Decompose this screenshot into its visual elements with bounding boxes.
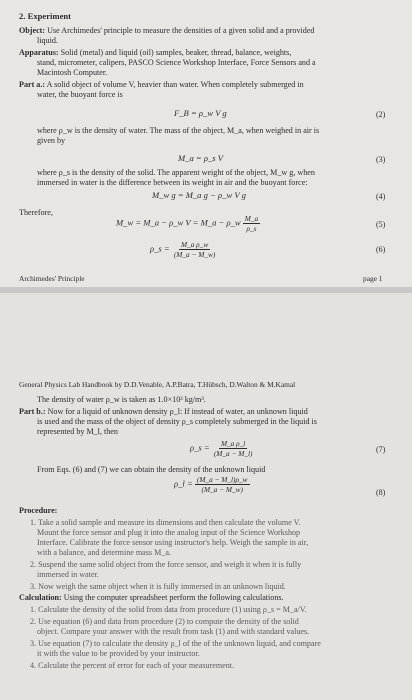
calculation-intro: Using the computer spreadsheet perform the following calculations. (63, 593, 284, 602)
apparatus-text-1: Solid (metal) and liquid (oil) samples, beaker, thread, balance, weights, (60, 48, 292, 57)
equation-5-fraction (243, 214, 260, 233)
where-1-text-1: where ρ_w is the density of water. The mass of the object, M_a, when weighed in air is (37, 126, 320, 135)
equation-8 (174, 475, 250, 494)
procedure-label: Procedure: (19, 506, 58, 515)
calculation-4-text-1: 4. Calculate the percent of error for each of your measurement. (30, 661, 235, 670)
equation-7-fraction-numerator: M_a ρ_l (220, 439, 246, 448)
equation-7 (190, 439, 254, 458)
calculation-1-text-1: 1. Calculate the density of the solid from data from procedure (1) using ρ_s = M_a/V. (30, 605, 307, 614)
part-b-line (19, 407, 308, 417)
part-a-text-1: A solid object of volume V, heavier than water. When completely submerged in (46, 80, 304, 89)
equation-5-number: (5) (376, 220, 386, 229)
part-b-text-1: Now for a liquid of unknown density ρ_l: If instead of water, an unknown liquid (47, 407, 308, 416)
document-page-1 (0, 0, 412, 287)
equation-6-fraction-denominator: (M_a − M_w) (173, 250, 216, 259)
calculation-2-text-1: 2. Use equation (6) and data from procedure (2) to compute the density of the solid (30, 617, 299, 626)
footer-title: Archimedes' Principle (19, 274, 85, 283)
equation-5-fraction-numerator: M_a (244, 214, 259, 223)
calculation-3-text-2: it with the value to be provided by your instructor. (37, 649, 200, 658)
equation-7-number: (7) (376, 445, 386, 454)
equation-4-number: (4) (376, 192, 386, 201)
equation-3-number: (3) (376, 155, 386, 164)
equation-8-fraction (195, 475, 250, 494)
part-b-text-2: is used and the mass of the object of density ρ_s completely submerged in the liquid is (37, 417, 317, 426)
equation-7-fraction (212, 439, 255, 458)
water-density-text: The density of water ρ_w is taken as 1.0×10³ kg/m³. (37, 395, 206, 404)
procedure-1-text-1: 1. Take a solid sample and measure its dimensions and then calculate the volume V. (30, 518, 301, 527)
procedure-2-text-2: immersed in water. (37, 570, 99, 579)
where-2-text-2: immersed in water is the difference between its weight in air and the buoyant force: (37, 178, 308, 187)
equation-5-left: M_w = M_a − ρ_w V = M_a − ρ_w (116, 217, 241, 228)
from-eqs-text: From Eqs. (6) and (7) we can obtain the density of the unknown liquid (37, 465, 266, 474)
calculation-2-text-2: object. Compare your answer with the result from task (1) and with standard values. (37, 627, 310, 636)
objective-text: Use Archimedes' principle to measure the densities of a given solid and a provided (47, 26, 315, 35)
equation-6-fraction-numerator: M_a ρ_w (180, 240, 209, 249)
calculation-3-text-1: 3. Use equation (7) to calculate the density ρ_l of the of the unknown liquid, and compare (30, 639, 321, 648)
page-number: page 1 (363, 274, 383, 283)
equation-6 (150, 240, 217, 259)
equation-3: M_a = ρ_s V (178, 153, 224, 163)
equation-8-left: ρ_l = (174, 478, 193, 489)
procedure-1-text-4: with a balance, and determine mass M_a. (37, 548, 171, 557)
where-2-text-1: where ρ_s is the density of the solid. The apparent weight of the object, M_w g, when (37, 168, 315, 177)
equation-5-fraction-denominator: ρ_s (246, 224, 257, 233)
part-a-label: Part a.: (19, 80, 46, 89)
apparatus-text-2: stand, micrometer, calipers, PASCO Science Workshop Interface, Force Sensors and a (37, 58, 316, 67)
part-b-text-3: represented by M_l, then (37, 427, 118, 436)
equation-2-number: (2) (376, 110, 386, 119)
procedure-2-text-1: 2. Suspend the same solid object from the force sensor, and weigh it when it is fully (30, 560, 302, 569)
part-b-label: Part b.: (19, 407, 46, 416)
objective-line (19, 26, 314, 36)
apparatus-label: Apparatus: (19, 48, 59, 57)
part-a-text-2: water, the buoyant force is (37, 90, 123, 99)
document-page-2 (0, 293, 412, 700)
procedure-3-text-1: 3. Now weigh the same object when it is fully immersed in an unknown liquid. (30, 582, 286, 591)
equation-6-number: (6) (376, 245, 386, 254)
where-1-text-2: given by (37, 136, 66, 145)
therefore-text: Therefore, (19, 208, 53, 217)
running-header: General Physics Lab Handbook by D.D.Venable, A.P.Batra, T.Hübsch, D.Walton & M.Kamal (19, 380, 296, 389)
calculation-line (19, 593, 284, 603)
equation-7-left: ρ_s = (190, 442, 210, 453)
objective-text-2: liquid. (37, 36, 58, 45)
equation-8-number: (8) (376, 488, 386, 497)
objective-label: Object: (19, 26, 46, 35)
apparatus-text-3: Macintosh Computer. (37, 68, 108, 77)
equation-2: F_B = ρ_w V g (174, 108, 227, 118)
equation-5 (116, 214, 260, 233)
equation-8-fraction-denominator: (M_a − M_w) (201, 485, 243, 494)
equation-8-fraction-numerator: (M_a − M_l)ρ_w (196, 475, 248, 484)
procedure-1-text-2: Mount the force sensor and plug it into the analog input of the Science Workshop (37, 528, 301, 537)
equation-4: M_w g = M_a g − ρ_w V g (152, 190, 246, 200)
equation-6-left: ρ_s = (150, 243, 170, 254)
calculation-label: Calculation: (19, 593, 62, 602)
procedure-1-text-3: Interface. Calibrate the force sensor using instructor's help. Weigh the sample in air, (37, 538, 309, 547)
part-a-line (19, 80, 304, 90)
apparatus-line (19, 48, 291, 58)
equation-7-fraction-denominator: (M_a − M_l) (213, 449, 253, 458)
section-title: 2. Experiment (19, 11, 72, 21)
equation-6-fraction (172, 240, 217, 259)
